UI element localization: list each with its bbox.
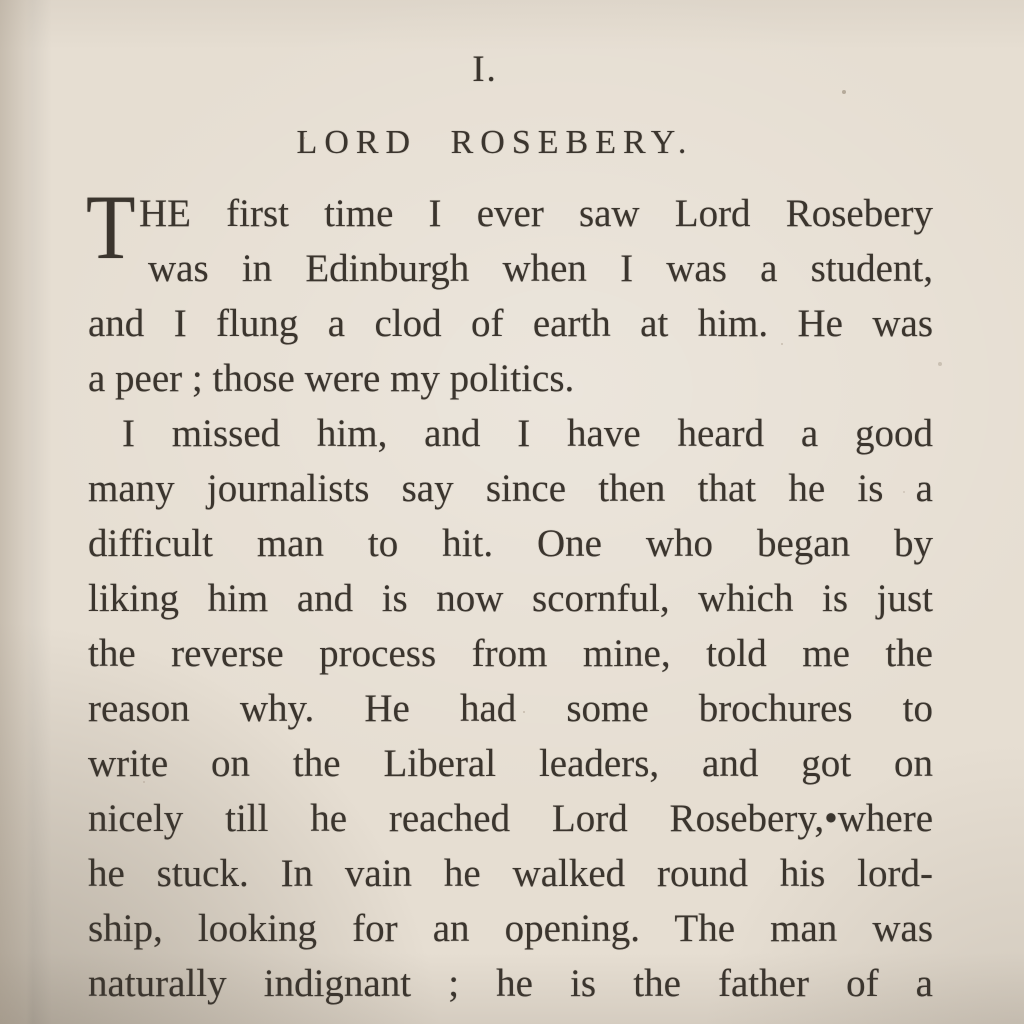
text-line: a peer ; those were my politics. — [88, 357, 575, 400]
paragraph-2 — [88, 406, 933, 1011]
text-line: was in Edinburgh when I was a student, — [148, 247, 933, 290]
text-line: liking him and is now scornful, which is just — [88, 577, 933, 620]
text-line: ship, looking for an opening. The man was — [88, 907, 933, 950]
text-line: write on the Liberal leaders, and got on — [88, 742, 933, 785]
drop-cap: T — [86, 176, 136, 278]
text-line: reason why. He had some brochures to — [88, 687, 933, 730]
paper-specks — [842, 90, 846, 94]
text-line: and I flung a clod of earth at him. He was — [88, 302, 933, 345]
text-line: I missed him, and I have heard a good — [122, 412, 933, 455]
text-line: he stuck. In vain he walked round his lord- — [88, 852, 933, 895]
paragraph-1 — [86, 176, 933, 406]
text-line: difficult man to hit. One who began by — [88, 522, 933, 565]
chapter-title: LORD ROSEBERY. — [296, 124, 694, 161]
text-line: the reverse process from mine, told me the — [88, 632, 933, 675]
text-line: nicely till he reached Lord Rosebery,•where — [88, 797, 933, 840]
chapter-number: I. — [472, 49, 498, 90]
text-line: HE first time I ever saw Lord Rosebery — [139, 192, 933, 235]
text-line: naturally indignant ; he is the father of a — [88, 962, 933, 1005]
body-text — [86, 176, 933, 1011]
text-line: many journalists say since then that he is a — [88, 467, 933, 510]
